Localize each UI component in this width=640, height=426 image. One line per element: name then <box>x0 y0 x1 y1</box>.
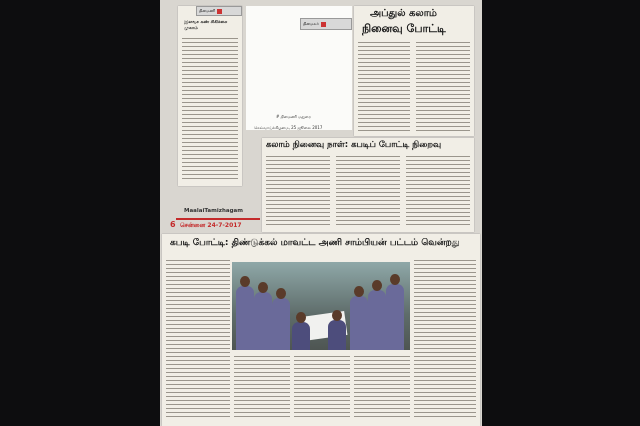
player-figure <box>254 292 272 350</box>
article-body-right <box>416 40 470 132</box>
player-figure <box>350 296 368 350</box>
article-body-col2 <box>336 154 400 228</box>
source-line: # தினமணி மதுரை <box>276 114 311 119</box>
player-figure <box>328 320 346 350</box>
player-figure <box>292 322 310 350</box>
newspaper-logo-icon <box>321 22 326 27</box>
player-figure <box>368 290 386 350</box>
masthead-badge <box>196 6 242 16</box>
masthead-maalai: MaalaiTamizhagam <box>184 208 243 214</box>
masthead-badge-2 <box>300 18 352 30</box>
article-headline: கலாம் நினைவு நாள்: கபடிப் போட்டி நிறைவு <box>266 140 442 150</box>
clipping-eye-camp <box>178 6 242 186</box>
article-body-left <box>166 258 230 420</box>
article-body-right <box>414 258 476 420</box>
player-figure <box>272 298 290 350</box>
divider-line <box>176 218 260 220</box>
article-body-left <box>358 40 410 132</box>
article-headline-main: கபடி போட்டி: திண்டுக்கல் மாவட்ட அணி சாம்பியன் பட்டம் வென்றது <box>170 238 460 248</box>
masthead-date: சென்னை 24-7-2017 <box>180 222 242 229</box>
clipping-kabaddi-conclusion <box>262 138 474 232</box>
article-title-line2: நினைவு போட்டி <box>362 22 446 35</box>
article-body-col3 <box>406 154 470 228</box>
article-body-bottom-1 <box>234 354 290 420</box>
team-photo <box>232 262 410 350</box>
article-title-line1: அப்துல் கலாம் <box>370 8 437 19</box>
article-body-bottom-2 <box>294 354 350 420</box>
clipping-kalam-memorial <box>354 6 474 136</box>
article-body-bottom-3 <box>354 354 410 420</box>
masthead-text-2: தினமலர் <box>303 21 319 26</box>
date-line: செவ்வாய்க்கிழமை, 25 ஜூலை 2017 <box>254 125 323 130</box>
player-figure <box>386 284 404 350</box>
newspaper-logo-icon <box>217 9 222 14</box>
article-body <box>182 36 238 182</box>
masthead-text: தினமணி <box>199 8 216 13</box>
player-figure <box>236 286 254 350</box>
article-body-col1 <box>266 154 330 228</box>
article-heading: இலவச கண் சிகிச்சை முகாம் <box>184 20 228 31</box>
page-number: 6 <box>170 220 176 229</box>
